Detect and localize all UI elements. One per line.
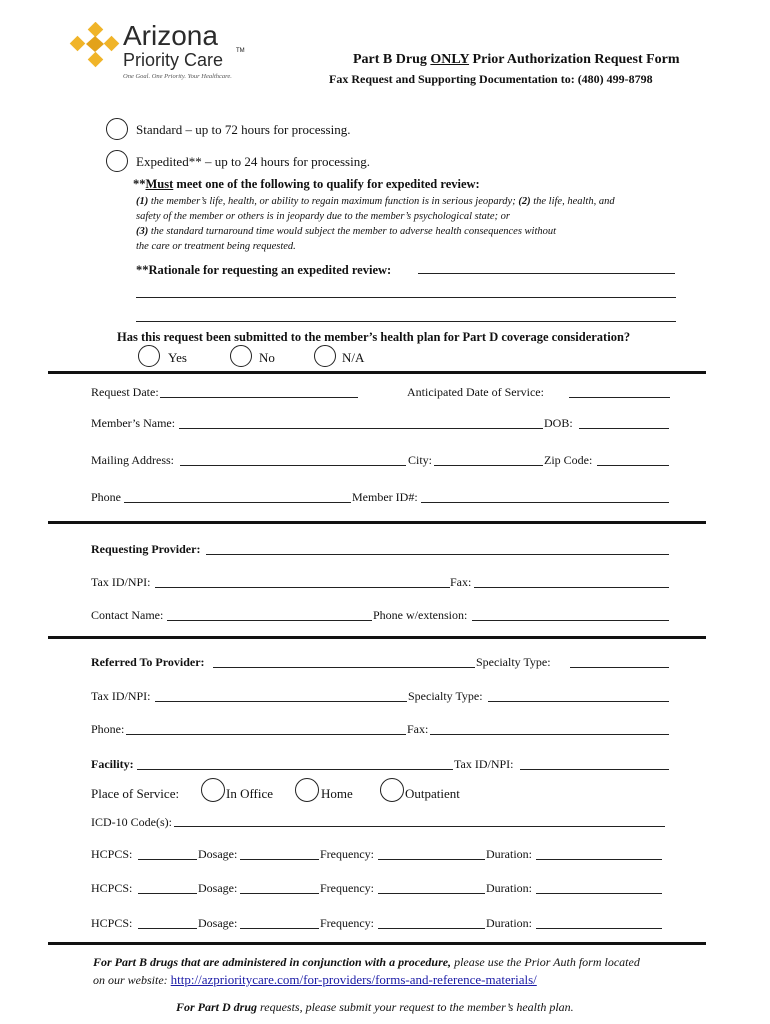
referred-provider-field[interactable]: [213, 667, 475, 668]
duration-label: Duration:: [486, 847, 532, 861]
duration-field[interactable]: [536, 893, 662, 894]
home-label: Home: [321, 786, 353, 801]
na-radio[interactable]: [314, 345, 336, 367]
specialty-label: Specialty Type:: [476, 655, 551, 669]
expedited-radio[interactable]: [106, 150, 128, 172]
city-field[interactable]: [434, 465, 543, 466]
facility-label: Facility:: [91, 757, 134, 771]
logo-line2: Priority Care: [123, 50, 224, 70]
frequency-label: Frequency:: [320, 847, 374, 861]
phone-field[interactable]: [124, 502, 351, 503]
dosage-field[interactable]: [240, 893, 319, 894]
facility-field[interactable]: [137, 769, 453, 770]
req-fax-field[interactable]: [474, 587, 669, 588]
section-divider-4: [48, 942, 706, 945]
place-of-service-label: Place of Service:: [91, 786, 180, 801]
specialty2-field[interactable]: [488, 701, 669, 702]
yes-radio[interactable]: [138, 345, 160, 367]
hcpcs-field[interactable]: [138, 859, 197, 860]
dosage-label: Dosage:: [198, 916, 238, 930]
frequency-field[interactable]: [378, 928, 485, 929]
rationale-line-2[interactable]: [136, 297, 676, 298]
logo-tm: TM: [236, 48, 245, 54]
request-date-field[interactable]: [160, 397, 358, 398]
frequency-label: Frequency:: [320, 916, 374, 930]
yes-label: Yes: [168, 350, 187, 365]
duration-label: Duration:: [486, 916, 532, 930]
rationale-field[interactable]: [418, 273, 675, 274]
member-name-label: Member’s Name:: [91, 416, 176, 430]
hcpcs-label: HCPCS:: [91, 847, 133, 861]
hcpcs-field[interactable]: [138, 893, 197, 894]
outpatient-label: Outpatient: [405, 786, 460, 801]
ref-taxid-label: Tax ID/NPI:: [91, 689, 151, 703]
member-id-field[interactable]: [421, 502, 669, 503]
frequency-label: Frequency:: [320, 881, 374, 895]
facility-taxid-label: Tax ID/NPI:: [454, 757, 514, 771]
no-label: No: [259, 350, 275, 365]
contact-name-field[interactable]: [167, 620, 372, 621]
requesting-provider-label: Requesting Provider:: [91, 542, 201, 556]
duration-label: Duration:: [486, 881, 532, 895]
criteria-text: (1) the member’s life, health, or ability to regain maximum function is in serious jeopardy; (2) the life, health, and safety of the member or others is in jeopardy due to the member’s psychological state; or (3) the standard turnaround time would subject the member to adverse health consequences without the care or treatment being requested.: [136, 196, 615, 252]
partb-note: For Part B drugs that are administered in conjunction with a procedure, please use the Prior Auth form located on our website: http://azprioritycare.com/for-providers/forms-and-reference-materials/: [93, 955, 640, 987]
facility-taxid-field[interactable]: [520, 769, 669, 770]
section-divider-1: [48, 371, 706, 374]
form-subtitle: Fax Request and Supporting Documentation to: (480) 499-8798: [329, 72, 653, 86]
in-office-label: In Office: [226, 786, 274, 801]
requesting-provider-field[interactable]: [206, 554, 669, 555]
ref-fax-field[interactable]: [430, 734, 669, 735]
referred-provider-label: Referred To Provider:: [91, 655, 205, 669]
logo-line1: Arizona: [123, 20, 218, 51]
specialty2-label: Specialty Type:: [408, 689, 483, 703]
zip-field[interactable]: [597, 465, 669, 466]
anticipated-date-label: Anticipated Date of Service:: [407, 385, 544, 399]
frequency-field[interactable]: [378, 859, 485, 860]
ref-fax-label: Fax:: [407, 722, 429, 736]
expedited-label: Expedited** – up to 24 hours for processing.: [136, 154, 370, 169]
section-divider-3: [48, 636, 706, 639]
req-taxid-field[interactable]: [155, 587, 450, 588]
form-title: Part B Drug ONLY Prior Authorization Request Form: [353, 52, 680, 67]
city-label: City:: [408, 453, 433, 467]
phone-ext-label: Phone w/extension:: [373, 608, 468, 622]
icd-label: ICD-10 Code(s):: [91, 815, 172, 829]
member-name-field[interactable]: [179, 428, 543, 429]
logo-tagline: One Goal. One Priority. Your Healthcare.: [123, 73, 232, 80]
hcpcs-label: HCPCS:: [91, 881, 133, 895]
request-date-label: Request Date:: [91, 385, 159, 399]
phone-label: Phone: [91, 490, 121, 504]
outpatient-radio[interactable]: [380, 778, 404, 802]
section-divider-2: [48, 521, 706, 524]
dosage-label: Dosage:: [198, 881, 238, 895]
rationale-label: **Rationale for requesting an expedited review:: [136, 263, 392, 277]
no-radio[interactable]: [230, 345, 252, 367]
forms-link[interactable]: http://azprioritycare.com/for-providers/forms-and-reference-materials/: [170, 972, 537, 987]
mailing-address-field[interactable]: [180, 465, 406, 466]
rationale-line-3[interactable]: [136, 321, 676, 322]
logo: [68, 20, 258, 82]
ref-phone-label: Phone:: [91, 722, 125, 736]
member-id-label: Member ID#:: [352, 490, 418, 504]
partd-note: For Part D drug requests, please submit your request to the member’s health plan.: [176, 1000, 574, 1014]
req-fax-label: Fax:: [450, 575, 472, 589]
hcpcs-field[interactable]: [138, 928, 197, 929]
standard-label: Standard – up to 72 hours for processing.: [136, 122, 351, 137]
contact-name-label: Contact Name:: [91, 608, 164, 622]
mailing-address-label: Mailing Address:: [91, 453, 174, 467]
logo-mark-icon: [68, 22, 120, 70]
anticipated-date-field[interactable]: [569, 397, 670, 398]
duration-field[interactable]: [536, 928, 662, 929]
dob-label: DOB:: [544, 416, 573, 430]
req-taxid-label: Tax ID/NPI:: [91, 575, 151, 589]
partd-question: Has this request been submitted to the member’s health plan for Part D coverage consideration?: [117, 330, 631, 344]
duration-field[interactable]: [536, 859, 662, 860]
home-radio[interactable]: [295, 778, 319, 802]
standard-radio[interactable]: [106, 118, 128, 140]
frequency-field[interactable]: [378, 893, 485, 894]
ref-phone-field[interactable]: [126, 734, 406, 735]
dosage-label: Dosage:: [198, 847, 238, 861]
hcpcs-label: HCPCS:: [91, 916, 133, 930]
must-heading: **Must meet one of the following to qualify for expedited review:: [133, 177, 480, 191]
dob-field[interactable]: [579, 428, 669, 429]
specialty-field[interactable]: [570, 667, 669, 668]
ref-taxid-field[interactable]: [155, 701, 407, 702]
icd-field[interactable]: [174, 826, 665, 827]
dosage-field[interactable]: [240, 928, 319, 929]
zip-label: Zip Code:: [544, 453, 593, 467]
dosage-field[interactable]: [240, 859, 319, 860]
in-office-radio[interactable]: [201, 778, 225, 802]
na-label: N/A: [342, 350, 365, 365]
phone-ext-field[interactable]: [472, 620, 669, 621]
